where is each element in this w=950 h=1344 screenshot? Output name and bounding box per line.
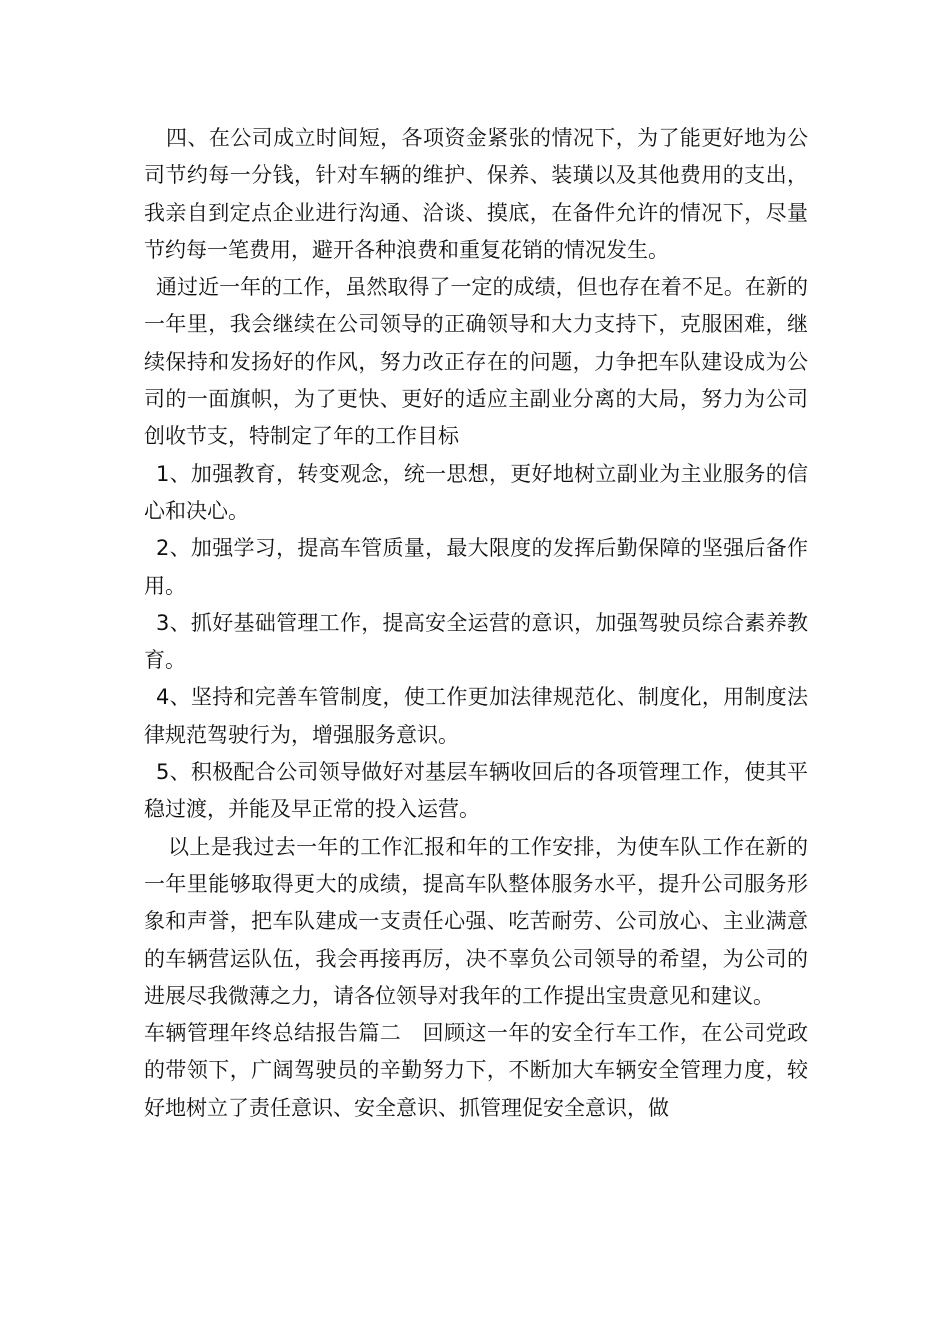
list-item-goal-2: 2、加强学习，提高车管质量，最大限度的发挥后勤保障的坚强后备作用。 [144,536,808,598]
list-item-goal-1: 1、加强教育，转变观念，统一思想，更好地树立副业为主业服务的信心和决心。 [144,461,808,523]
list-item-goal-3: 3、抓好基础管理工作，提高安全运营的意识，加强驾驶员综合素养教育。 [144,610,808,673]
paragraph-conclusion: 以上是我过去一年的工作汇报和年的工作安排，为使车队工作在新的一年里能够取得更大的成绩，提高车队整体服务水平，提升公司服务形象和声誉，把车队建成一支责任心强、吃苦耐劳、公司放心、主业满意的车辆营运队伍，我会再接再厉，决不辜负公司领导的希望，为公司的进展尽我微薄之力，请各位领导对我年的工作提出宝贵意见和建议。 [144,834,808,1008]
document-body [144,120,808,1127]
list-item-goal-5: 5、积极配合公司领导做好对基层车辆收回后的各项管理工作，使其平稳过渡，并能及早正常的投入运营。 [144,760,808,822]
list-item-goal-4: 4、坚持和完善车管制度，使工作更加法律规范化、制度化，用制度法律规范驾驶行为，增强服务意识。 [144,685,808,747]
paragraph-report-two-intro: 车辆管理年终总结报告篇二 回顾这一年的安全行车工作，在公司党政的带领下，广阔驾驶员的辛勤努力下，不断加大车辆安全管理力度，较好地树立了责任意识、安全意识、抓管理促安全意识，做 [144,1021,808,1120]
paragraph-summary-goals: 通过近一年的工作，虽然取得了一定的成绩，但也存在着不足。在新的一年里，我会继续在公司领导的正确领导和大力支持下，克服困难，继续保持和发扬好的作风，努力改正存在的问题，力争把车队建设成为公司的一面旗帜，为了更快、更好的适应主副业分离的大局，努力为公司创收节支，特制定了年的工作目标 [144,275,808,449]
paragraph-cost-saving: 四、在公司成立时间短，各项资金紧张的情况下，为了能更好地为公司节约每一分钱，针对车辆的维护、保养、装璜以及其他费用的支出，我亲自到定点企业进行沟通、洽谈、摸底，在备件允许的情况下，尽量节约每一笔费用，避开各种浪费和重复花销的情况发生。 [144,126,808,262]
